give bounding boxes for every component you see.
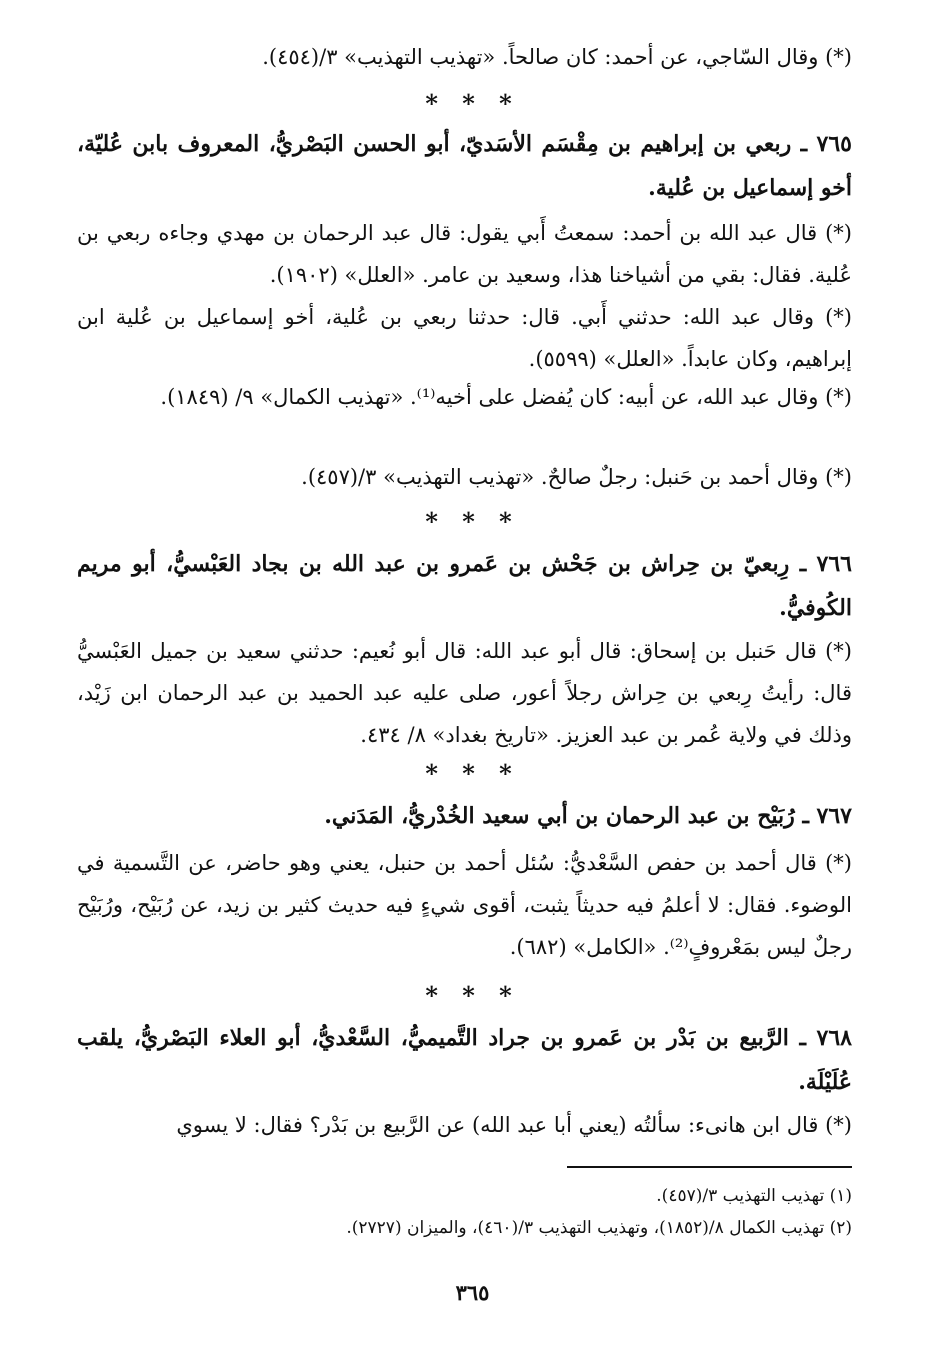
paragraph-sajee: (*) وقال السّاجي، عن أحمد: كان صالحاً. «تهذيب التهذيب» ٣/(٤٥٤). bbox=[262, 45, 852, 69]
section-separator: * * * bbox=[425, 89, 520, 118]
entry-767-quote-1: (*) قال أحمد بن حفص السَّعْديُّ: سُئل أحمد بن حنبل، يعني وهو حاضر، عن التَّسمية في الوضوء. فقال: لا أعلمُ فيه حديثاً يثبت، أقوى شيءٍ فيه حديث كثير بن زيد، عن رُبَيْح، ورُبَيْح رجلٌ ليس بمَعْروفٍ⁽²⁾. «الكامل» (٦٨٢). bbox=[77, 851, 852, 959]
entry-765-quote-3: (*) وقال عبد الله، عن أبيه: كان يُفضل على أخيه⁽¹⁾. «تهذيب الكمال» ٩/ (١٨٤٩). bbox=[160, 385, 852, 409]
entry-768-heading: ٧٦٨ ـ الرَّبيع بن بَدْر بن عَمرو بن جراد التَّميميُّ، السَّعْديُّ، أبو العلاء البَصْريُّ، يلقب عُلَيْلَة. bbox=[77, 1025, 852, 1095]
footnote-1: (١) تهذيب التهذيب ٣/(٤٥٧). bbox=[656, 1186, 852, 1206]
section-separator: * * * bbox=[425, 507, 520, 536]
entry-765-quote-4: (*) وقال أحمد بن حَنبل: رجلٌ صالحٌ. «تهذيب التهذيب» ٣/(٤٥٧). bbox=[301, 465, 852, 489]
entry-765-quote-2: (*) وقال عبد الله: حدثني أَبي. قال: حدثنا ربعي بن عُلية، أخو إسماعيل بن عُلية ابن إبراهيم، وكان عابداً. «العلل» (٥٥٩٩). bbox=[77, 305, 852, 371]
footnote-2: (٢) تهذيب الكمال ٨/(١٨٥٢)، وتهذيب التهذيب ٣/(٤٦٠)، والميزان (٢٧٢٧). bbox=[346, 1218, 852, 1238]
section-separator: * * * bbox=[425, 981, 520, 1010]
entry-766-heading: ٧٦٦ ـ رِبعيّ بن حِراش بن جَحْش بن عَمرو بن عبد الله بن بجاد العَبْسيُّ، أبو مريم الكُوفيُّ. bbox=[77, 551, 852, 621]
entry-765-quote-1: (*) قال عبد الله بن أحمد: سمعتُ أَبي يقول: قال عبد الرحمان بن مهدي وجاءه ربعي بن عُلية. فقال: بقي من أشياخنا هذا، وسعيد بن عامر. «العلل» (١٩٠٢). bbox=[77, 221, 852, 287]
page-number: ٣٦٥ bbox=[455, 1280, 490, 1305]
entry-767-heading: ٧٦٧ ـ رُبَيْح بن عبد الرحمان بن أبي سعيد الخُدْريُّ، المَدَني. bbox=[324, 803, 852, 829]
entry-768-quote-1: (*) قال ابن هانىء: سألتُه (يعني أبا عبد الله) عن الرَّبيع بن بَدْر؟ فقال: لا يسوي bbox=[176, 1113, 852, 1137]
entry-766-quote-1: (*) قال حَنبل بن إسحاق: قال أبو عبد الله: قال أبو نُعيم: حدثني سعيد بن جميل العَبْسيُّ قال: رأيتُ رِبعي بن حِراش رجلاً أعور، صلى عليه عبد الحميد بن عبد الرحمان ابن زَيْد، وذلك في ولاية عُمر بن عبد العزيز. «تاريخ بغداد» ٨/ ٤٣٤. bbox=[77, 639, 852, 747]
footnote-rule bbox=[567, 1166, 852, 1168]
section-separator: * * * bbox=[425, 759, 520, 788]
entry-765-heading: ٧٦٥ ـ ربعي بن إبراهيم بن مِقْسَم الأسَديّ، أبو الحسن البَصْريُّ، المعروف بابن عُليّة، أخو إسماعيل بن عُلية. bbox=[77, 131, 852, 201]
